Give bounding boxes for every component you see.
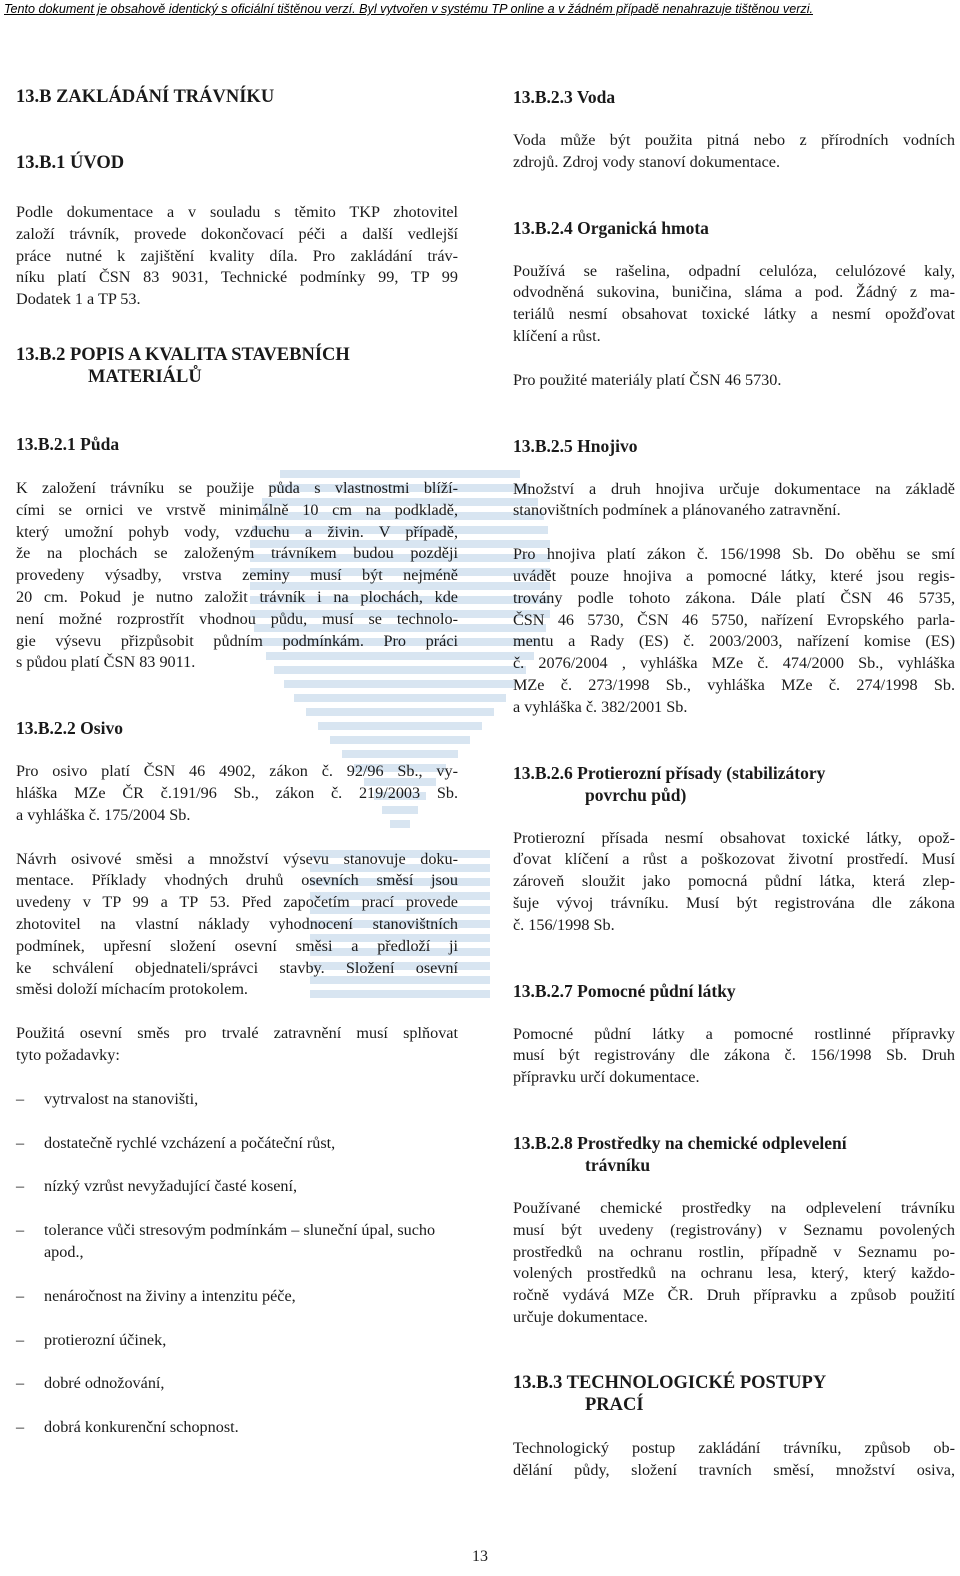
section-title: 13.B ZAKLÁDÁNÍ TRÁVNÍKU [16,87,275,107]
list-item: – nenáročnost na živiny a intenzitu péče, [16,1286,458,1308]
text-line: 20 cm. Pokud je nutno založit trávník i na plochách, kde [16,587,458,606]
text-line: Používá se rašelina, odpadní celulóza, celulózové kaly, [513,261,955,280]
text-line: odvodněná sukovina, buničina, sláma a pod. Žádný z ma- [513,283,955,302]
text-line: uvedeny v TP 99 a TP 53. Před započetím prací provede [16,893,458,912]
text-line: směsi doloží míchacím protokolem. [16,980,248,999]
tech-heading: 13.B.3 TECHNOLOGICKÉ POSTUPY [513,1372,827,1393]
text-line: klíčení a růst. [513,326,601,345]
text-line: provedeny výsadby, vrstva zeminy musí být nejméně [16,566,458,585]
text-line: níku platí ČSN 83 9031, Technické podmínky 99, TP 99 [16,268,458,287]
organic-norm: Pro použité materiály platí ČSN 46 5730. [513,370,782,389]
right-column [513,86,955,1481]
auxiliary-heading: 13.B.2.7 Pomocné půdní látky [513,980,736,1001]
text-line: s půdou platí ČSN 83 9011. [16,653,196,672]
list-item: – vytrvalost na stanovišti, [16,1089,458,1111]
herbicide-heading-cont: trávníku [585,1154,651,1175]
antierosion-heading: 13.B.2.6 Protierozní přísady (stabilizátory [513,762,826,783]
text-line: prostředků na ochranu rostlin, případně v Seznamu po- [513,1242,955,1261]
text-line: Voda může být použita pitná nebo z přírodních vodních [513,131,955,149]
text-line: Pro hnojiva platí zákon č. 156/1998 Sb. Do oběhu se smí [513,545,955,564]
text-line: č. 2076/2004 , vyhláška MZe č. 474/2000 Sb., vyhláška [513,654,955,673]
text-line: cími se ornici ve vrstvě minimálně 10 cm na podkladě, [16,500,458,519]
text-line: MZe č. 273/1998 Sb., vyhláška MZe č. 274/1998 Sb. [513,675,955,694]
text-line: mentu a Rady (ES) č. 2003/2003, nařízení komise (ES) [513,632,955,651]
organic-heading: 13.B.2.4 Organická hmota [513,217,709,238]
text-line: a vyhláška č. 382/2001 Sb. [513,697,688,716]
text-line: volených prostředků na ochranu lesa, který, který každo- [513,1264,955,1283]
page-number: 13 [472,1548,488,1565]
seed-paragraph-1 [16,761,458,826]
text-line: Pro osivo platí ČSN 46 4902, zákon č. 92/96 Sb., vy- [16,762,458,781]
dash-marker: – [16,1089,25,1108]
fertilizer-heading: 13.B.2.5 Hnojivo [513,435,638,456]
soil-paragraph [16,478,458,674]
text-line: Použitá osevní směs pro trvalé zatravnění musí splňovat [16,1024,458,1043]
text-line: není možné rozprostřít vhodnou půdu, musí se technolo- [16,609,458,628]
dash-marker: – [16,1221,25,1240]
text-line: ČSN 46 5730, ČSN 46 5750, nařízení Evropského parla- [513,610,955,629]
list-item: – tolerance vůči stresovým podmínkám – sluneční úpal, sucho apod., [16,1220,458,1264]
text-line: stanovištních podmínek a plánovaného zatravnění. [513,501,841,520]
text-line: Množství a druh hnojiva určuje dokumentace na základě [513,479,955,498]
text-line: určuje dokumentace. [513,1307,648,1326]
text-line: Podle dokumentace a v souladu s těmito TKP zhotovitel [16,203,458,221]
antierosion-heading-cont: povrchu půd) [585,784,687,805]
text-line: podmínek, upřesní složení osevní směsi a předloží ji [16,936,458,955]
text-line: mentace. Příklady vhodných druhů osevních směsí jsou [16,871,458,890]
text-line: musí být registrovány dle zákona č. 156/1998 Sb. Druh [513,1046,955,1065]
text-line: K založení trávníku se použije půda s vlastnostmi blíží- [16,478,458,497]
text-line: a vyhláška č. 175/2004 Sb. [16,805,191,824]
list-item: – dobrá konkurenční schopnost. [16,1417,458,1439]
text-line: založí trávník, provede dokončovací péči a další vedlejší [16,224,458,243]
text-line: č. 156/1998 Sb. [513,915,615,934]
materials-heading-cont: MATERIÁLŮ [88,366,202,387]
list-item: – nízký vzrůst nevyžadující časté kosení, [16,1176,458,1198]
dash-marker: – [16,1133,25,1152]
disclaimer-banner: Tento dokument je obsahově identický s oficiální tištěnou verzí. Byl vytvořen v systému TP online a v žádném případě nenahrazuje tištěnou verzi. [4,2,813,16]
herbicide-heading: 13.B.2.8 Prostředky na chemické odplevelení [513,1132,847,1153]
text-line: šuje vývoj trávníku. Musí být registrována dle zákona [513,893,955,912]
water-paragraph [513,130,955,174]
text-line: uvádět pouze hnojiva a pomocné látky, které jsou regis- [513,566,955,585]
text-line: trovány podle tohoto zákona. Dále platí ČSN 46 5735, [513,588,955,607]
fertilizer-paragraph-1 [513,479,955,523]
text-line: musí být uvedeny (registrovány) v Seznamu povolených [513,1220,955,1239]
intro-heading: 13.B.1 ÚVOD [16,153,125,173]
organic-paragraph [513,261,955,348]
seed-paragraph-3 [16,1023,458,1067]
text-line: hláška MZe ČR č.191/96 Sb., zákon č. 219/2003 Sb. [16,783,458,802]
materials-heading: 13.B.2 POPIS A KVALITA STAVEBNÍCH [16,344,350,365]
text-line: že na plochách se založeným trávníkem budou později [16,544,458,563]
herbicide-paragraph [513,1198,955,1329]
text-line: zhotovitel na vlastní náklady vyhodnocení stanovištních [16,914,458,933]
dash-marker: – [16,1330,25,1349]
dash-marker: – [16,1286,25,1305]
soil-heading: 13.B.2.1 Půda [16,433,120,454]
list-item: – protierozní účinek, [16,1330,458,1352]
text-line: Protierozní přísada nesmí obsahovat toxické látky, opož- [513,828,955,847]
text-line: gie výsevu přizpůsobit půdním podmínkám. Pro práci [16,631,458,650]
text-line: teriálů nesmí obsahovat toxické látky a nesmí opožďovat [513,305,955,324]
text-line: práce nutné k zajištění kvality díla. Pro zakládání tráv- [16,246,458,265]
seed-paragraph-2 [16,849,458,1002]
text-line: tyto požadavky: [16,1045,120,1064]
text-line: Návrh osivové směsi a množství výsevu stanovuje doku- [16,849,458,868]
dash-marker: – [16,1177,25,1196]
tech-heading-cont: PRACÍ [585,1394,644,1415]
water-heading: 13.B.2.3 Voda [513,87,616,107]
fertilizer-paragraph-2 [513,544,955,718]
text-line: Technologický postup zakládání trávníku, způsob ob- [513,1438,955,1457]
text-line: Používané chemické prostředky na odplevelení trávníku [513,1198,955,1217]
text-line: který umožní pohyb vody, vzduchu a živin. V případě, [16,522,458,541]
text-line: Dodatek 1 a TP 53. [16,290,141,309]
text-line: dělání půdy, složení travních směsí, množství osiva, [513,1460,955,1479]
text-line: ročně vydává MZe ČR. Druh přípravku a způsob použití [513,1286,955,1305]
seed-heading: 13.B.2.2 Osivo [16,718,123,739]
intro-paragraph [16,202,458,311]
antierosion-paragraph [513,828,955,937]
dash-marker: – [16,1374,25,1393]
requirements-list [16,1089,458,1439]
left-column [16,86,458,1439]
dash-marker: – [16,1418,25,1437]
auxiliary-paragraph [513,1024,955,1089]
text-line: přípravku určí dokumentace. [513,1068,700,1087]
text-line: ďovat klíčení a růst a poškozovat životní prostředí. Musí [513,850,955,869]
list-item: – dostatečně rychlé vzcházení a počáteční růst, [16,1133,458,1155]
text-line: ke schválení objednateli/správci stavby. Složení osevní [16,958,458,977]
text-line: zdrojů. Zdroj vody stanoví dokumentace. [513,152,781,171]
tech-paragraph [513,1438,955,1482]
text-line: Pomocné půdní látky a pomocné rostlinné přípravky [513,1024,955,1043]
list-item: – dobré odnožování, [16,1373,458,1395]
text-line: zároveň sloužit jako pomocná půdní látka, která zlep- [513,872,955,891]
